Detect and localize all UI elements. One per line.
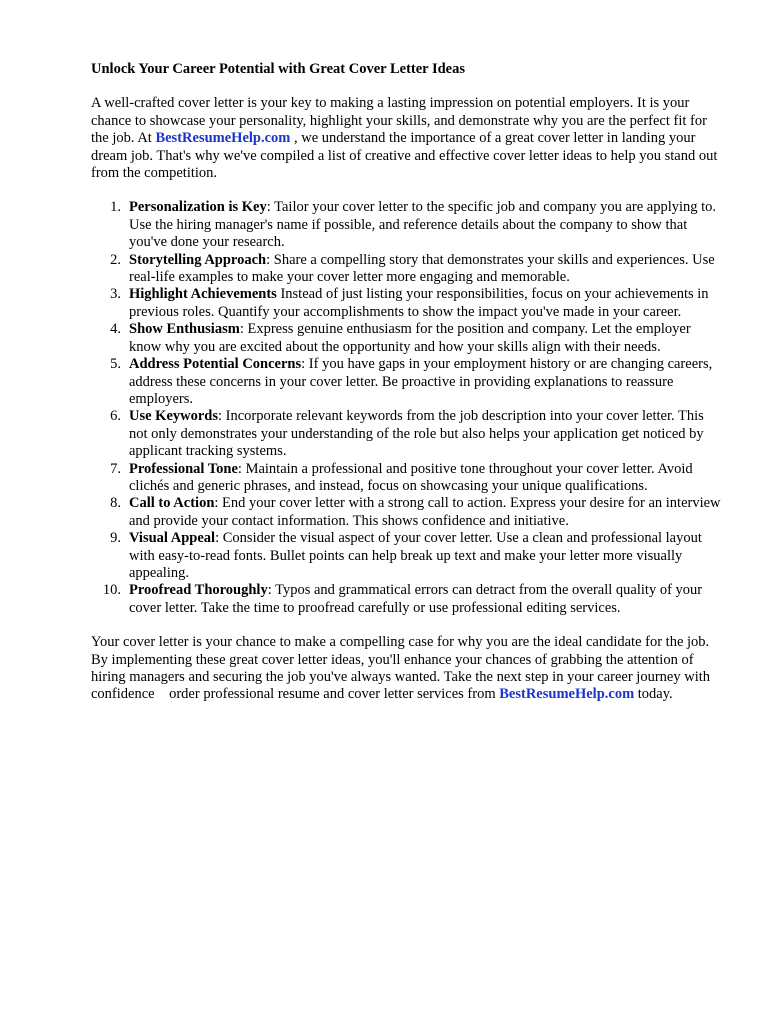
list-item-separator: : xyxy=(214,495,223,512)
list-item-separator: : xyxy=(215,530,223,547)
list-item xyxy=(91,530,721,582)
list-item-text: Incorporate relevant keywords from the job description into your cover letter. This not only demonstrates your understanding of the role but also helps your application get noticed by applicant tracking systems. xyxy=(129,408,704,460)
list-item xyxy=(91,495,721,530)
intro-site-link[interactable]: BestResumeHelp.com xyxy=(155,130,291,147)
list-item-number: 9. xyxy=(110,530,121,547)
list-item-number: 2. xyxy=(110,251,121,268)
list-item-term: Call to Action xyxy=(129,495,215,512)
list-item-separator: : xyxy=(239,321,248,338)
list-item-number: 4. xyxy=(110,321,121,338)
tips-list xyxy=(91,199,721,617)
list-item-term: Show Enthusiasm xyxy=(129,321,240,338)
list-item-separator: : xyxy=(267,582,276,599)
list-item-text: If you have gaps in your employment history or are changing careers, address these concerns in your cover letter. Be proactive in providing explanations to reassure employers. xyxy=(129,356,713,407)
list-item xyxy=(91,286,721,321)
list-item-number: 10. xyxy=(102,582,121,599)
list-item-term: Personalization is Key xyxy=(129,199,267,216)
intro-paragraph xyxy=(91,95,721,182)
document-title: Unlock Your Career Potential with Great Cover Letter Ideas xyxy=(91,61,465,77)
list-item-separator: : xyxy=(266,251,274,268)
document-page xyxy=(91,61,721,721)
list-item-separator: : xyxy=(218,408,226,425)
list-item-text: End your cover letter with a strong call to action. Express your desire for an interview and provide your contact information. This shows confidence and initiative. xyxy=(129,495,721,529)
list-item-number: 5. xyxy=(110,356,121,373)
list-item xyxy=(91,582,721,617)
list-item-term: Use Keywords xyxy=(129,408,219,425)
closing-paragraph xyxy=(91,634,721,704)
list-item-number: 6. xyxy=(110,408,121,425)
list-item-number: 8. xyxy=(110,495,121,512)
list-item-term: Highlight Achievements xyxy=(129,286,277,303)
list-item-term: Proofread Thoroughly xyxy=(129,582,268,599)
list-item-term: Professional Tone xyxy=(129,460,238,477)
list-item-term: Storytelling Approach xyxy=(129,251,267,268)
list-item xyxy=(91,461,721,496)
list-item-text: Typos and grammatical errors can detract from the overall quality of your cover letter. Take the time to proofread carefully or use professional editing services. xyxy=(129,582,703,616)
list-item xyxy=(91,408,721,460)
list-item-text: Instead of just listing your responsibilities, focus on your achievements in previous roles. Quantify your accomplishments to show the impact you've made in your career. xyxy=(129,286,709,320)
list-item xyxy=(91,252,721,287)
list-item-number: 3. xyxy=(110,286,121,303)
closing-text-end: today. xyxy=(634,686,673,703)
list-item-text: Share a compelling story that demonstrates your skills and experiences. Use real-life examples to make your cover letter more engaging and memorable. xyxy=(129,251,715,286)
list-item-text: Tailor your cover letter to the specific job and company you are applying to. Use the hiring manager's name if possible, and reference details about the company to show that you've done your research. xyxy=(129,199,717,251)
list-item-number: 1. xyxy=(110,199,121,216)
list-item-text: Consider the visual aspect of your cover letter. Use a clean and professional layout with easy-to-read fonts. Bullet points can help break up text and make your letter more visually appealing. xyxy=(129,530,702,581)
list-item-number: 7. xyxy=(110,460,121,477)
list-item-text: Maintain a professional and positive tone throughout your cover letter. Avoid clichés and generic phrases, and instead, focus on showcasing your unique qualifications. xyxy=(129,460,693,494)
list-item xyxy=(91,199,721,251)
intro-text-end: , we understand the importance of a great cover letter in landing your dream job. That's why we've compiled a list of creative and effective cover letter ideas to help you stand out from the competition. xyxy=(91,130,718,182)
list-item-separator: : xyxy=(301,356,309,373)
list-item-term: Address Potential Concerns xyxy=(129,356,302,373)
list-item xyxy=(91,356,721,408)
list-item-text: Express genuine enthusiasm for the position and company. Let the employer know why you are excited about the opportunity and how your skills align with their needs. xyxy=(129,321,691,355)
closing-text-start: Your cover letter is your chance to make a compelling case for why you are the ideal candidate for the job. By implementing these great cover letter ideas, you'll enhance your chances of grabbing the attention of hiring managers and securing the job you've always wanted. Take the next step in your career journey with confidence order professional resume and cover letter services from xyxy=(91,634,714,703)
closing-site-link[interactable]: BestResumeHelp.com xyxy=(499,686,635,703)
list-item-term: Visual Appeal xyxy=(129,530,216,547)
list-item-separator: : xyxy=(266,199,275,216)
list-item xyxy=(91,321,721,356)
intro-text-start: A well-crafted cover letter is your key to making a lasting impression on potential employers. It is your chance to showcase your personality, highlight your skills, and demonstrate why you are the perfect fit for the job. At xyxy=(91,95,707,147)
list-item-separator: : xyxy=(237,460,246,477)
